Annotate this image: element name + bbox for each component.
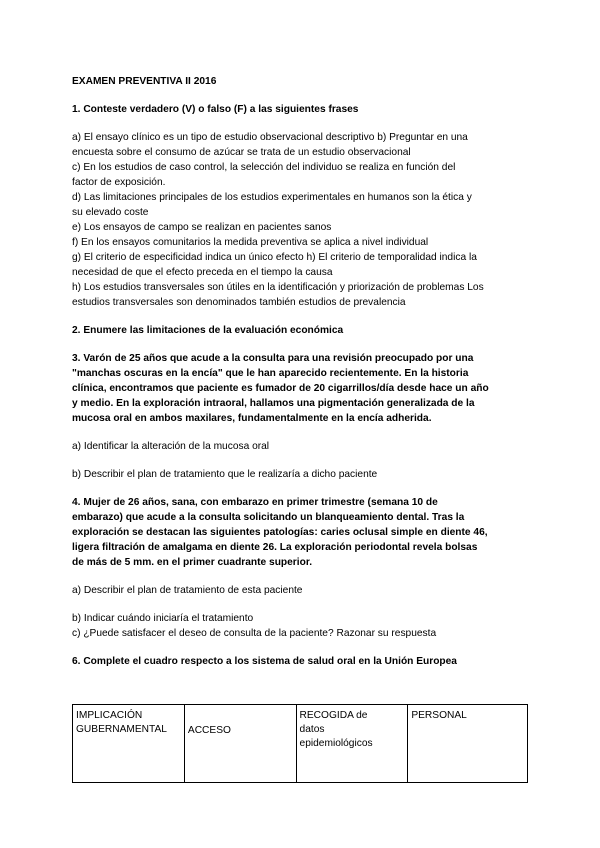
q1-line: estudios transversales son denominados también estudios de prevalencia: [72, 297, 406, 308]
question-3b: [72, 467, 532, 482]
cell-text: datos: [299, 724, 325, 735]
table-cell-recogida: [296, 705, 408, 783]
q4-subquestion-a: a) Describir el plan de tratamiento de esta paciente: [72, 585, 303, 596]
q1-line: su elevado coste: [72, 207, 149, 218]
q4-line: de más de 5 mm. en el primer cuadrante superior.: [72, 557, 313, 568]
cell-text: PERSONAL: [411, 710, 467, 721]
q4-line: ligera filtración de amalgama en diente 26. La exploración periodontal revela bolsas: [72, 542, 478, 553]
question-1-statements: [72, 130, 532, 310]
cell-text: RECOGIDA de: [299, 710, 368, 721]
q1-line: e) Los ensayos de campo se realizan en pacientes sanos: [72, 222, 332, 233]
q3-line: clínica, encontramos que paciente es fumador de 20 cigarrillos/día desde hace un año: [72, 383, 489, 394]
q3-subquestion-a: a) Identificar la alteración de la mucosa oral: [72, 441, 270, 452]
question-6-heading: 6. Complete el cuadro respecto a los sistema de salud oral en la Unión Europea: [72, 656, 457, 667]
q3-line: mucosa oral en ambos maxilares, fundamentalmente en la encía adherida.: [72, 413, 432, 424]
q1-line: g) El criterio de especificidad indica un único efecto h) El criterio de temporalidad indica la: [72, 252, 477, 263]
q4-line: embarazo) que acude a la consulta solicitando un blanqueamiento dental. Tras la: [72, 512, 465, 523]
q4-line: 4. Mujer de 26 años, sana, con embarazo en primer trimestre (semana 10 de: [72, 497, 438, 508]
question-1-heading: 1. Conteste verdadero (V) o falso (F) a las siguientes frases: [72, 104, 359, 115]
q3-line: "manchas oscuras en la encía" que le han aparecido recientemente. En la historia: [72, 368, 469, 379]
table-cell-implicacion: [73, 705, 185, 783]
exam-title: EXAMEN PREVENTIVA II 2016: [72, 76, 217, 87]
cell-text: epidemiológicos: [299, 738, 373, 749]
q4-line: exploración se destacan las siguientes patologías: caries oclusal simple en diente 46,: [72, 527, 488, 538]
q1-line: encuesta sobre el consumo de azúcar se trata de un estudio observacional: [72, 147, 411, 158]
q1-line: c) En los estudios de caso control, la selección del individuo se realiza en función del: [72, 162, 456, 173]
table-cell-personal: [408, 705, 528, 783]
question-4a: [72, 583, 532, 598]
eu-oral-health-table: [72, 704, 528, 783]
q1-line: necesidad de que el efecto preceda en el tiempo la causa: [72, 267, 333, 278]
q4-subquestion-c: c) ¿Puede satisfacer el deseo de consulta de la paciente? Razonar su respuesta: [72, 628, 437, 639]
q1-line: f) En los ensayos comunitarios la medida preventiva se aplica a nivel individual: [72, 237, 429, 248]
q3-line: y medio. En la exploración intraoral, hallamos una pigmentación generalizada de la: [72, 398, 475, 409]
q3-subquestion-b: b) Describir el plan de tratamiento que le realizaría a dicho paciente: [72, 469, 378, 480]
exam-page: [72, 74, 532, 682]
cell-text: IMPLICACIÓN: [76, 710, 143, 721]
q3-line: 3. Varón de 25 años que acude a la consulta para una revisión preocupado por una: [72, 353, 474, 364]
cell-text: ACCESO: [187, 725, 231, 736]
cell-text: GUBERNAMENTAL: [76, 724, 167, 735]
question-4bc: [72, 611, 532, 641]
q1-line: a) El ensayo clínico es un tipo de estudio observacional descriptivo b) Preguntar en una: [72, 132, 468, 143]
question-3a: [72, 439, 532, 454]
q1-line: factor de exposición.: [72, 177, 166, 188]
table-cell-acceso: [184, 705, 296, 783]
question-2-heading: 2. Enumere las limitaciones de la evaluación económica: [72, 325, 344, 336]
question-3-case: [72, 351, 532, 426]
question-4-case: [72, 495, 532, 570]
q1-line: h) Los estudios transversales son útiles en la identificación y priorización de problemas Los: [72, 282, 484, 293]
q4-subquestion-b: b) Indicar cuándo iniciaría el tratamiento: [72, 613, 254, 624]
table-row: [73, 705, 528, 783]
q1-line: d) Las limitaciones principales de los estudios experimentales en humanos son la ética y: [72, 192, 472, 203]
